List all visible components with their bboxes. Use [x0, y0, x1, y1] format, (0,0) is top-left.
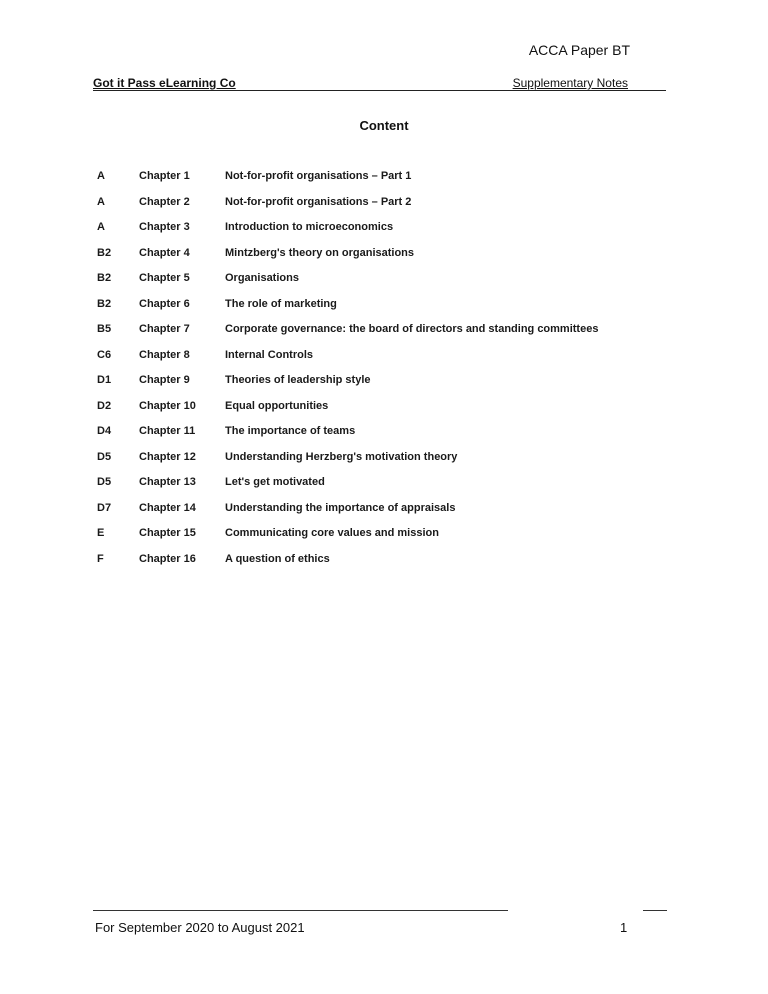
toc-section-code: D1 — [97, 374, 112, 386]
toc-chapter-title: Communicating core values and mission — [225, 527, 439, 539]
toc-chapter-title: Mintzberg's theory on organisations — [225, 246, 415, 259]
toc-section-code: D7 — [97, 501, 112, 514]
toc-row — [97, 323, 657, 349]
toc-section-code: B5 — [97, 323, 112, 335]
toc-chapter-title: Internal Controls — [225, 348, 314, 361]
toc-chapter-number: Chapter 3 — [139, 221, 190, 233]
toc-chapter-title: Corporate governance: the board of directors and standing committees — [225, 323, 599, 335]
toc-chapter-title: The importance of teams — [225, 425, 356, 437]
toc-section-code: D4 — [97, 425, 112, 437]
toc-section-code: B2 — [97, 297, 112, 310]
toc-section-code: D5 — [97, 476, 112, 488]
toc-chapter-number: Chapter 1 — [139, 170, 190, 182]
toc-row — [97, 349, 657, 375]
toc-chapter-number: Chapter 15 — [139, 527, 196, 539]
toc-chapter-title: Not-for-profit organisations – Part 1 — [225, 170, 412, 182]
page-number: 1 — [620, 920, 628, 935]
toc-row — [97, 196, 657, 222]
toc-chapter-number: Chapter 7 — [139, 323, 190, 335]
footer-period: For September 2020 to August 2021 — [95, 920, 305, 935]
toc-chapter-title: Understanding the importance of appraisals — [225, 501, 456, 514]
toc-section-code: E — [97, 527, 105, 539]
toc-row — [97, 527, 657, 553]
toc-row — [97, 451, 657, 477]
toc-section-code: D5 — [97, 450, 112, 463]
toc-chapter-title: Understanding Herzberg's motivation theory — [225, 450, 458, 463]
toc-section-code: A — [97, 221, 105, 233]
toc-chapter-number: Chapter 12 — [139, 450, 196, 463]
company-name: Got it Pass eLearning Co — [93, 76, 236, 90]
toc-row — [97, 272, 657, 298]
toc-row — [97, 221, 657, 247]
page-title: Content — [359, 118, 409, 133]
footer-divider-short — [643, 910, 667, 911]
toc-chapter-title: Introduction to microeconomics — [225, 221, 394, 233]
toc-chapter-title: Equal opportunities — [225, 399, 329, 412]
toc-row — [97, 400, 657, 426]
toc-chapter-number: Chapter 6 — [139, 297, 190, 310]
toc-chapter-number: Chapter 16 — [139, 552, 196, 565]
toc-row — [97, 476, 657, 502]
toc-chapter-title: Let's get motivated — [225, 476, 325, 488]
toc-chapter-number: Chapter 9 — [139, 374, 190, 386]
toc-row — [97, 553, 657, 579]
toc-section-code: A — [97, 170, 105, 182]
table-of-contents — [97, 170, 657, 578]
toc-chapter-title: The role of marketing — [225, 297, 337, 310]
paper-code: ACCA Paper BT — [528, 42, 630, 58]
toc-chapter-number: Chapter 8 — [139, 348, 190, 361]
toc-row — [97, 247, 657, 273]
toc-chapter-title: Not-for-profit organisations – Part 2 — [225, 195, 412, 208]
toc-chapter-number: Chapter 4 — [139, 246, 190, 259]
toc-section-code: C6 — [97, 348, 112, 361]
toc-chapter-number: Chapter 13 — [139, 476, 196, 488]
toc-section-code: A — [97, 195, 105, 208]
toc-section-code: B2 — [97, 246, 112, 259]
toc-row — [97, 170, 657, 196]
toc-chapter-title: Organisations — [225, 272, 299, 284]
toc-chapter-number: Chapter 5 — [139, 272, 190, 284]
toc-chapter-number: Chapter 14 — [139, 501, 196, 514]
toc-chapter-title: A question of ethics — [225, 552, 330, 565]
toc-chapter-number: Chapter 11 — [139, 425, 196, 437]
toc-chapter-number: Chapter 2 — [139, 195, 190, 208]
toc-chapter-number: Chapter 10 — [139, 399, 196, 412]
toc-row — [97, 425, 657, 451]
toc-section-code: F — [97, 552, 104, 565]
toc-row — [97, 298, 657, 324]
toc-section-code: D2 — [97, 399, 112, 412]
toc-row — [97, 502, 657, 528]
toc-row — [97, 374, 657, 400]
page-header — [93, 76, 666, 91]
toc-chapter-title: Theories of leadership style — [225, 374, 371, 386]
toc-section-code: B2 — [97, 272, 112, 284]
document-type: Supplementary Notes — [512, 76, 628, 90]
footer-divider — [93, 910, 508, 911]
